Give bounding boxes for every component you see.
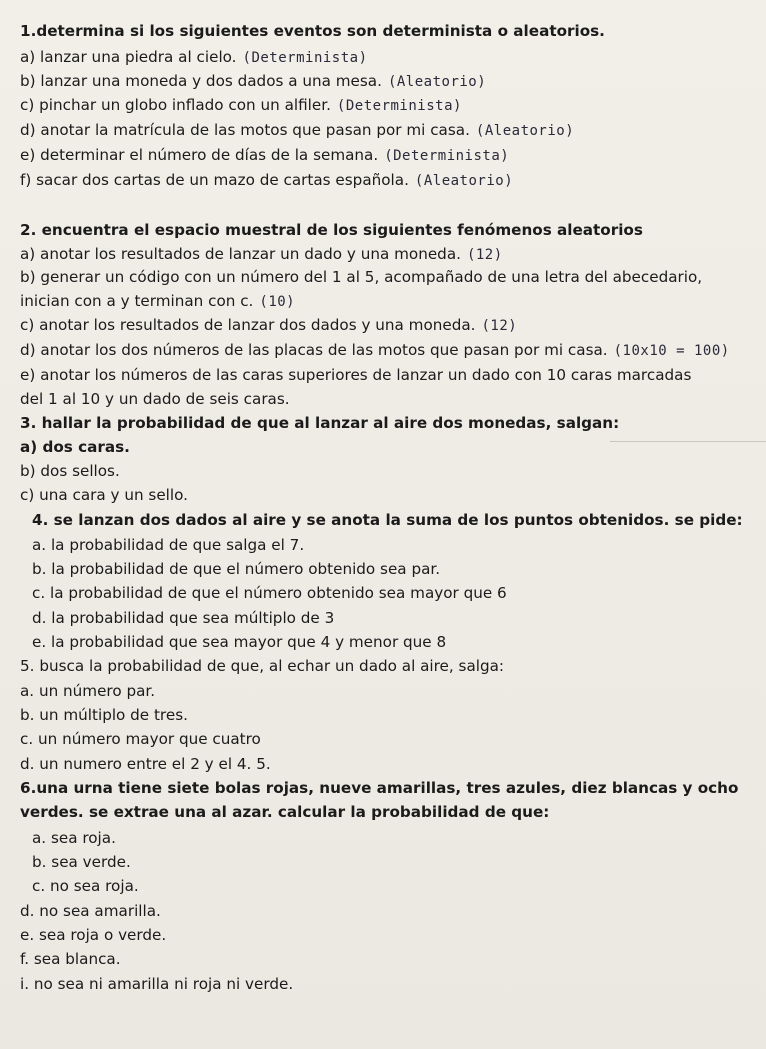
q4-item-a: a. la probabilidad de que salga el 7. — [32, 536, 305, 554]
q1-item-c: c) pinchar un globo inflado con un alfiler. (Determinista) — [20, 96, 462, 114]
q4-item-e: e. la probabilidad que sea mayor que 4 y menor que 8 — [32, 633, 447, 651]
q2-item-b-line1: b) generar un código con un número del 1 al 5, acompañado de una letra del abecedario, — [20, 268, 703, 286]
q3-item-b: b) dos sellos. — [20, 462, 120, 480]
q2-item-d: d) anotar los dos números de las placas de las motos que pasan por mi casa. (10x10 = 100) — [20, 341, 730, 359]
q4-item-c: c. la probabilidad de que el número obtenido sea mayor que 6 — [32, 584, 507, 602]
q2-item-c: c) anotar los resultados de lanzar dos dados y una moneda. (12) — [20, 316, 518, 334]
q6-item-b: b. sea verde. — [32, 853, 131, 871]
q1-answer-c: (Determinista) — [336, 98, 462, 114]
q1-answer-a: (Determinista) — [242, 50, 368, 66]
q1-item-e: e) determinar el número de días de la semana. (Determinista) — [20, 146, 510, 164]
q5-item-c: c. un número mayor que cuatro — [20, 730, 261, 748]
q1-item-a: a) lanzar una piedra al cielo. (Determinista) — [20, 48, 368, 66]
q3-title: 3. hallar la probabilidad de que al lanzar al aire dos monedas, salgan: — [20, 414, 620, 432]
q6-item-e: e. sea roja o verde. — [20, 926, 167, 944]
q1-item-b: b) lanzar una moneda y dos dados a una mesa. (Aleatorio) — [20, 72, 487, 90]
q1-answer-f: (Aleatorio) — [414, 173, 514, 189]
q4-title: 4. se lanzan dos dados al aire y se anota la suma de los puntos obtenidos. se pide: — [32, 511, 743, 529]
q2-answer-b: (10) — [259, 294, 296, 310]
q1-answer-e: (Determinista) — [384, 148, 510, 164]
q2-title: 2. encuentra el espacio muestral de los siguientes fenómenos aleatorios — [20, 221, 643, 239]
q5-item-b: b. un múltiplo de tres. — [20, 706, 188, 724]
q3-item-a: a) dos caras. — [20, 438, 130, 456]
q2-answer-a: (12) — [466, 247, 503, 263]
q5-item-a: a. un número par. — [20, 682, 156, 700]
q6-item-c: c. no sea roja. — [32, 877, 139, 895]
q1-item-d: d) anotar la matrícula de las motos que pasan por mi casa. (Aleatorio) — [20, 121, 575, 139]
q2-item-b-line2: inician con a y terminan con c. (10) — [20, 292, 296, 310]
q5-item-d: d. un numero entre el 2 y el 4. 5. — [20, 755, 271, 773]
q2-answer-c: (12) — [481, 318, 518, 334]
q6-item-a: a. sea roja. — [32, 829, 116, 847]
q6-title-line2: verdes. se extrae una al azar. calcular la probabilidad de que: — [20, 803, 550, 821]
q4-item-b: b. la probabilidad de que el número obtenido sea par. — [32, 560, 441, 578]
q1-title: 1.determina si los siguientes eventos son determinista o aleatorios. — [20, 22, 605, 40]
q6-item-i: i. no sea ni amarilla ni roja ni verde. — [20, 975, 294, 993]
q1-item-f: f) sacar dos cartas de un mazo de cartas española. (Aleatorio) — [20, 171, 514, 189]
q6-title-line1: 6.una urna tiene siete bolas rojas, nueve amarillas, tres azules, diez blancas y ocho — [20, 779, 739, 797]
q6-item-f: f. sea blanca. — [20, 950, 121, 968]
q5-title: 5. busca la probabilidad de que, al echar un dado al aire, salga: — [20, 657, 505, 675]
q1-answer-b: (Aleatorio) — [387, 74, 487, 90]
divider-line — [610, 441, 766, 442]
q4-item-d: d. la probabilidad que sea múltiplo de 3 — [32, 609, 335, 627]
q3-item-c: c) una cara y un sello. — [20, 486, 188, 504]
q2-item-e-line2: del 1 al 10 y un dado de seis caras. — [20, 390, 290, 408]
q2-item-e-line1: e) anotar los números de las caras superiores de lanzar un dado con 10 caras marcadas — [20, 366, 692, 384]
q2-answer-d: (10x10 = 100) — [613, 343, 730, 359]
q6-item-d: d. no sea amarilla. — [20, 902, 161, 920]
q1-answer-d: (Aleatorio) — [475, 123, 575, 139]
q2-item-a: a) anotar los resultados de lanzar un dado y una moneda. (12) — [20, 245, 503, 263]
